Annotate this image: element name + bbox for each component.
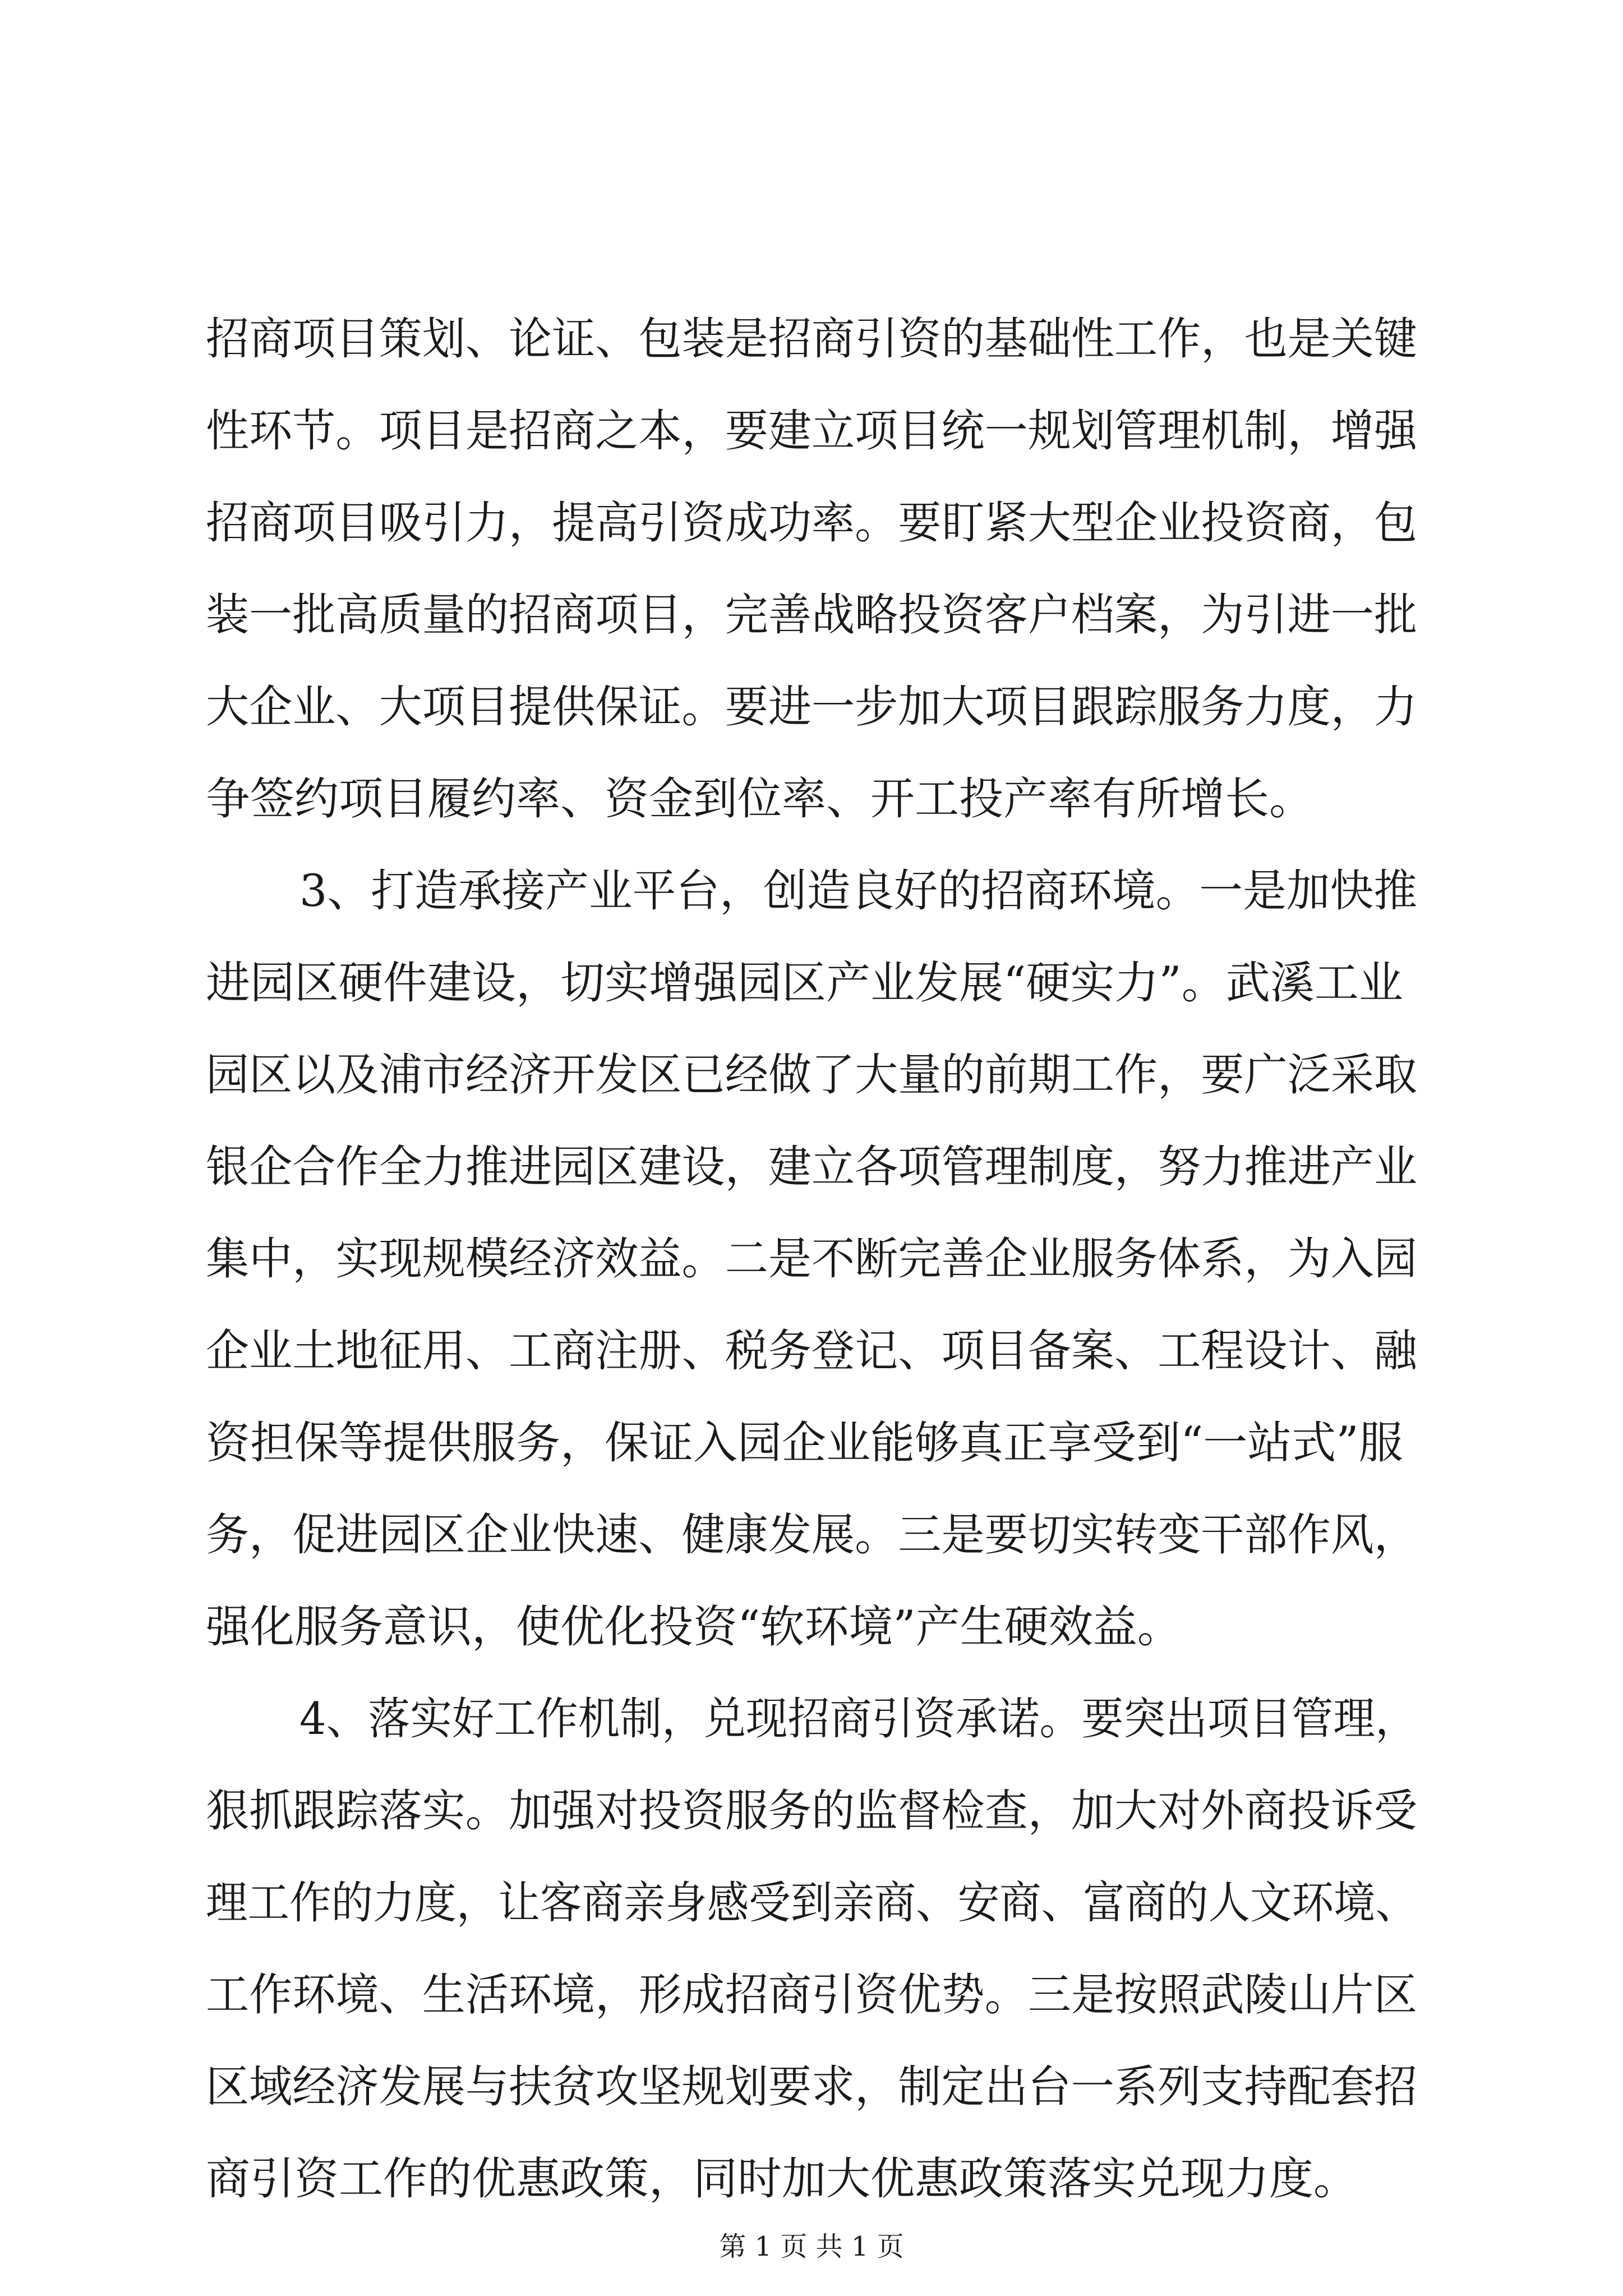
text-line bbox=[0, 2042, 1623, 2132]
text-line-content: 招商项目策划、论证、包装是招商引资的基础性工作，也是关键 bbox=[206, 313, 1418, 365]
text-line bbox=[0, 1030, 1623, 1120]
text-line-content: 进园区硬件建设，切实增强园区产业发展“硬实力”。武溪工业 bbox=[206, 957, 1403, 1009]
text-line-content: 理工作的力度，让客商亲身感受到亲商、安商、富商的人文环境、 bbox=[206, 1877, 1417, 1929]
text-line-content: 资担保等提供服务，保证入园企业能够真正享受到“一站式”服 bbox=[206, 1417, 1403, 1469]
text-line bbox=[0, 1582, 1623, 1672]
text-line-content: 争签约项目履约率、资金到位率、开工投产率有所增长。 bbox=[206, 773, 1313, 825]
text-line bbox=[0, 1122, 1623, 1212]
text-line bbox=[0, 662, 1623, 752]
text-line bbox=[0, 1858, 1623, 1948]
text-line-content: 4、落实好工作机制，兑现招商引资承诺。要突出项目管理， bbox=[299, 1693, 1417, 1745]
text-line bbox=[0, 1398, 1623, 1488]
text-line bbox=[0, 2134, 1623, 2224]
text-line-content: 招商项目吸引力，提高引资成功率。要盯紧大型企业投资商，包 bbox=[206, 497, 1418, 549]
page-footer: 第 1 页 共 1 页 bbox=[719, 2231, 904, 2262]
text-line bbox=[0, 1214, 1623, 1304]
text-line-content: 狠抓跟踪落实。加强对投资服务的监督检查，加大对外商投诉受 bbox=[206, 1785, 1418, 1837]
text-line-content: 商引资工作的优惠政策，同时加大优惠政策落实兑现力度。 bbox=[206, 2153, 1358, 2205]
text-line-content: 园区以及浦市经济开发区已经做了大量的前期工作，要广泛采取 bbox=[206, 1049, 1418, 1101]
text-line bbox=[0, 754, 1623, 844]
text-line bbox=[0, 938, 1623, 1028]
text-line-content: 性环节。项目是招商之本，要建立项目统一规划管理机制，增强 bbox=[206, 405, 1418, 457]
text-line-content: 企业土地征用、工商注册、税务登记、项目备案、工程设计、融 bbox=[206, 1325, 1418, 1377]
text-line-content: 强化服务意识，使优化投资“软环境”产生硬效益。 bbox=[206, 1601, 1182, 1653]
text-line bbox=[0, 1306, 1623, 1396]
text-line bbox=[0, 846, 1623, 936]
text-line-content: 区域经济发展与扶贫攻坚规划要求，制定出台一系列支持配套招 bbox=[206, 2061, 1418, 2113]
text-line-content: 大企业、大项目提供保证。要进一步加大项目跟踪服务力度，力 bbox=[206, 681, 1418, 733]
text-line bbox=[0, 386, 1623, 476]
text-line bbox=[0, 1950, 1623, 2040]
text-line bbox=[0, 294, 1623, 384]
text-line bbox=[0, 478, 1623, 568]
text-line-content: 银企合作全力推进园区建设，建立各项管理制度，努力推进产业 bbox=[206, 1141, 1418, 1193]
text-line bbox=[0, 1766, 1623, 1856]
text-line bbox=[0, 1674, 1623, 1764]
text-line-content: 集中，实现规模经济效益。二是不断完善企业服务体系，为入园 bbox=[206, 1233, 1418, 1285]
text-line bbox=[0, 570, 1623, 660]
text-line-content: 务，促进园区企业快速、健康发展。三是要切实转变干部作风， bbox=[206, 1509, 1418, 1561]
text-line bbox=[0, 1490, 1623, 1580]
text-line-content: 3、打造承接产业平台，创造良好的招商环境。一是加快推 bbox=[299, 865, 1418, 917]
text-line-content: 工作环境、生活环境，形成招商引资优势。三是按照武陵山片区 bbox=[206, 1969, 1418, 2021]
text-line-content: 装一批高质量的招商项目，完善战略投资客户档案，为引进一批 bbox=[206, 589, 1418, 641]
